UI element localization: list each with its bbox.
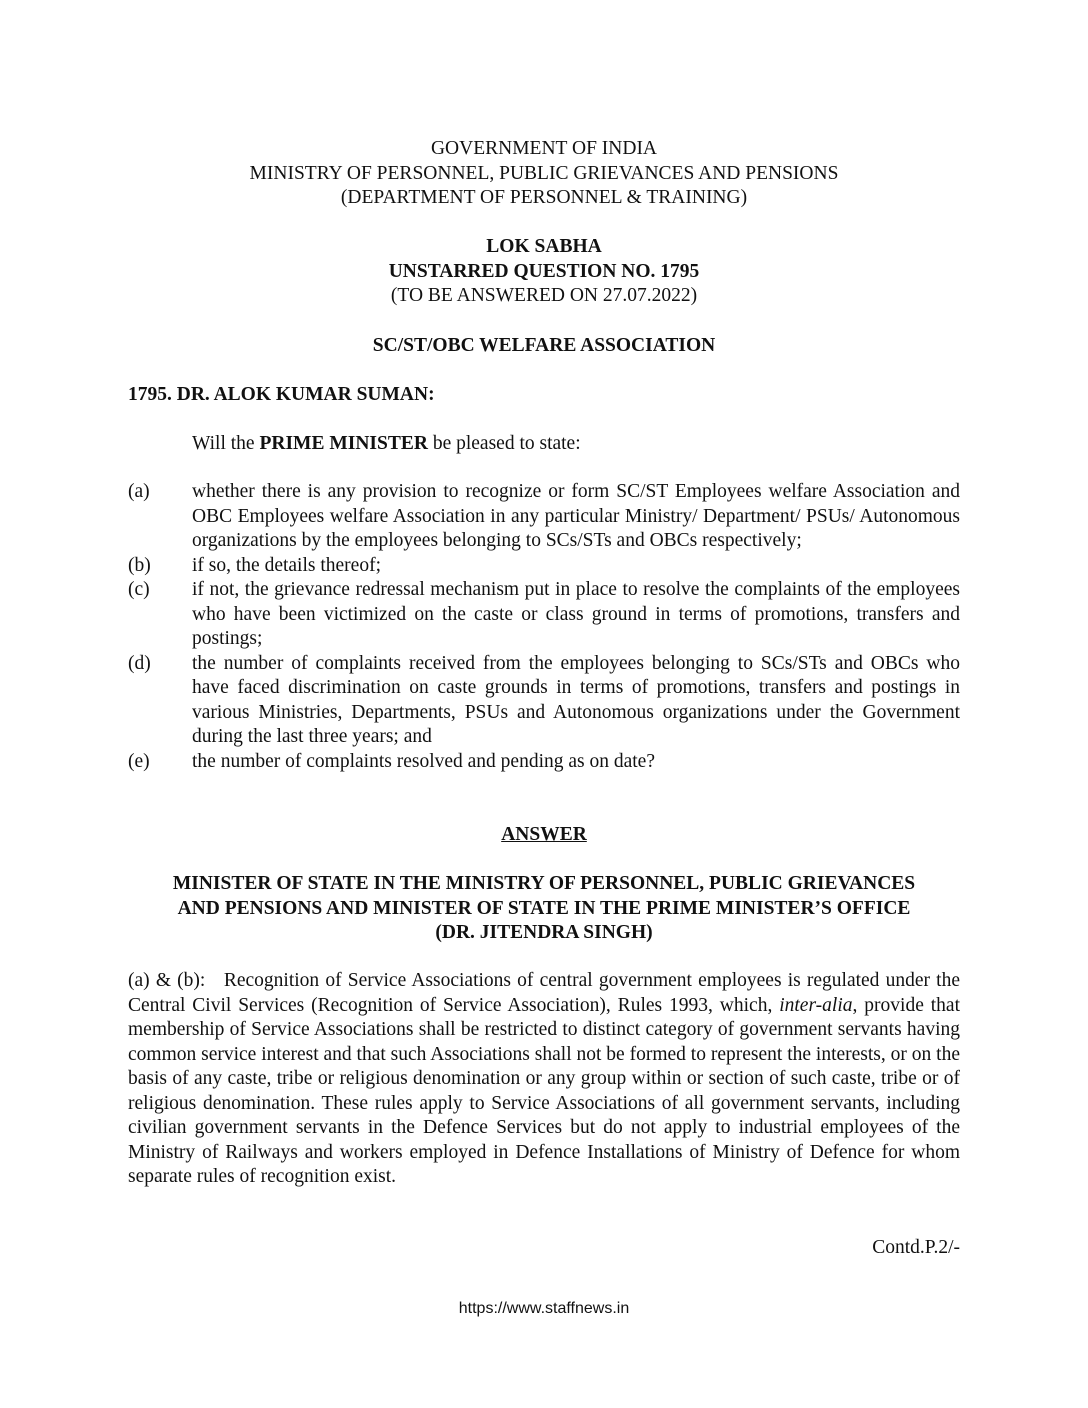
answer-prefix: (a) & (b): — [128, 970, 206, 991]
answer-heading: ANSWER — [501, 824, 587, 845]
question-label: (c) — [128, 579, 150, 600]
answer-italic: inter-alia — [779, 994, 853, 1016]
question-text: whether there is any provision to recognize or form SC/ST Employees welfare Association and OBC Employees welfare Association in any particular Ministry/ Department/ PSUs/ Autonomous organizations by the employees belonging to SCs/STs and OBCs respectively; — [192, 481, 960, 551]
question-header — [0, 235, 1088, 309]
question-text: the number of complaints resolved and pending as on date? — [192, 750, 655, 772]
continued-note: Contd.P.2/- — [872, 1237, 960, 1258]
question-list — [128, 480, 960, 774]
header-ministry: MINISTRY OF PERSONNEL, PUBLIC GRIEVANCES AND PENSIONS — [249, 162, 839, 184]
footer-url: https://www.staffnews.in — [458, 1300, 630, 1317]
question-label: (a) — [128, 481, 150, 502]
question-text: if not, the grievance redressal mechanism put in place to resolve the complaints of the employees who have been victimized on the caste or class ground in terms of promotions, transfers and postings; — [192, 579, 960, 649]
question-label: (b) — [128, 554, 151, 576]
question-intro — [192, 432, 581, 457]
header-government: GOVERNMENT OF INDIA — [430, 138, 658, 159]
minister-block — [0, 872, 1088, 946]
answer-text-1: Recognition of Service Associations of central government employees is regulated under the Central Civil Services (Recognition of Service Association), Rules 1993, which, — [128, 970, 961, 1016]
question-number: UNSTARRED QUESTION NO. 1795 — [388, 260, 700, 282]
minister-name: (DR. JITENDRA SINGH) — [435, 922, 653, 943]
question-label: (e) — [128, 750, 150, 772]
minister-line-2: AND PENSIONS AND MINISTER OF STATE IN THE PRIME MINISTER’S OFFICE — [177, 897, 911, 919]
header-department: (DEPARTMENT OF PERSONNEL & TRAINING) — [340, 187, 748, 208]
answer-text-2: , provide that membership of Service Associations shall be restricted to distinct category of government servants having common service interest and that such Associations shall not be formed to represent the interests, or on the basis of any caste, tribe or religious denomination or any group within or section of such caste, tribe or of religious denomination. These rules apply to Service Associations of all government servants, including civilian government servants in the Defence Services but do not apply to industrial employees of the Ministry of Railways and workers employed in Defence Installations of Ministry of Defence for whom separate rules of recognition exist. — [128, 994, 960, 1187]
answer-paragraph — [128, 969, 960, 1190]
intro-text-post: be pleased to state: — [427, 433, 581, 454]
question-text: the number of complaints received from the employees belonging to SCs/STs and OBCs who have faced discrimination on caste grounds in terms of promotions, transfers and postings in various Ministries, Departments, PSUs and Autonomous organizations under the Government during the last three years; and — [192, 652, 960, 747]
question-text: if so, the details thereof; — [192, 554, 381, 576]
question-item — [128, 480, 960, 554]
subject-title: SC/ST/OBC WELFARE ASSOCIATION — [372, 335, 716, 356]
house-name: LOK SABHA — [486, 236, 602, 257]
question-item — [128, 578, 960, 652]
intro-text-pre: Will the — [192, 433, 260, 454]
question-item — [128, 750, 960, 775]
asker-name: 1795. DR. ALOK KUMAR SUMAN: — [128, 384, 435, 405]
answer-date: (TO BE ANSWERED ON 27.07.2022) — [390, 285, 698, 306]
minister-line-1: MINISTER OF STATE IN THE MINISTRY OF PERSONNEL, PUBLIC GRIEVANCES — [172, 873, 916, 894]
question-label: (d) — [128, 652, 151, 674]
question-item — [128, 652, 960, 750]
question-item — [128, 554, 960, 579]
intro-addressee: PRIME MINISTER — [259, 433, 428, 454]
letterhead — [0, 137, 1088, 211]
